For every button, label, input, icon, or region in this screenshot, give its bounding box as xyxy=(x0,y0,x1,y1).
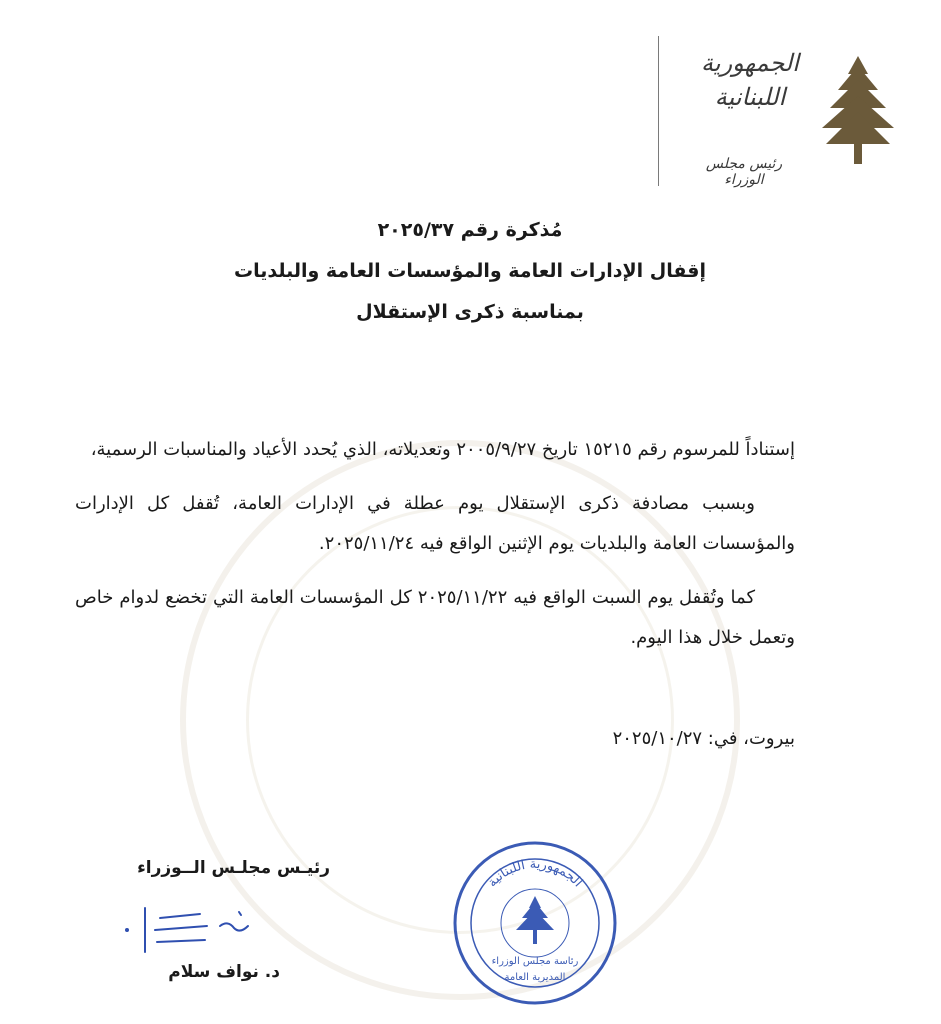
emblem-title xyxy=(680,46,820,114)
paragraph-3: كما وتُقفل يوم السبت الواقع فيه ٢٠٢٥/١١/٢٢ كل المؤسسات العامة التي تخضع لدوام خاص وتعمل خلال هذا اليوم. xyxy=(75,587,795,648)
memo-heading xyxy=(150,210,790,333)
stamp-inner-text-2: المديرية العامة xyxy=(504,972,566,983)
stamp-inner-text-1: رئاسة مجلس الوزراء xyxy=(491,956,579,967)
paragraph-1: إستناداً للمرسوم رقم ١٥٢١٥ تاريخ ٢٠٠٥/٩/٢٧ وتعديلاته، الذي يُحدد الأعياد والمناسبات الرسمية، xyxy=(90,439,795,460)
memo-body xyxy=(75,430,795,672)
letterhead xyxy=(658,36,908,186)
emblem-subtitle: رئيس مجلس الوزراء xyxy=(705,156,783,188)
emblem-title-line1: الجمهورية xyxy=(701,49,799,77)
emblem-title-line2: اللبنانية xyxy=(714,83,786,111)
stamp-outer-text: الجمهورية اللبنانية xyxy=(484,856,586,891)
date-line: بيروت، في: ٢٠٢٥/١٠/٢٧ xyxy=(612,728,795,749)
letterhead-divider xyxy=(658,36,659,186)
signatory-name: د. نواف سلام xyxy=(168,962,280,982)
paragraph-2: وبسبب مصادفة ذكرى الإستقلال يوم عطلة في الإدارات العامة، تُقفل كل الإدارات والمؤسسات العامة والبلديات يوم الإثنين الواقع فيه ٢٠٢٥/١١/٢٤. xyxy=(75,493,795,554)
memo-subject-line1: إقفال الإدارات العامة والمؤسسات العامة والبلديات xyxy=(233,260,707,282)
signatory-title: رئيـس مجلـس الــوزراء xyxy=(137,858,330,878)
memo-number: مُذكرة رقم ٢٠٢٥/٣٧ xyxy=(377,219,563,241)
official-stamp xyxy=(450,838,620,1008)
stamp-cedar-icon xyxy=(516,896,554,944)
handwritten-signature xyxy=(115,900,265,960)
memo-subject-line2: بمناسبة ذكرى الإستقلال xyxy=(356,301,584,323)
cedar-tree-icon xyxy=(818,52,898,172)
